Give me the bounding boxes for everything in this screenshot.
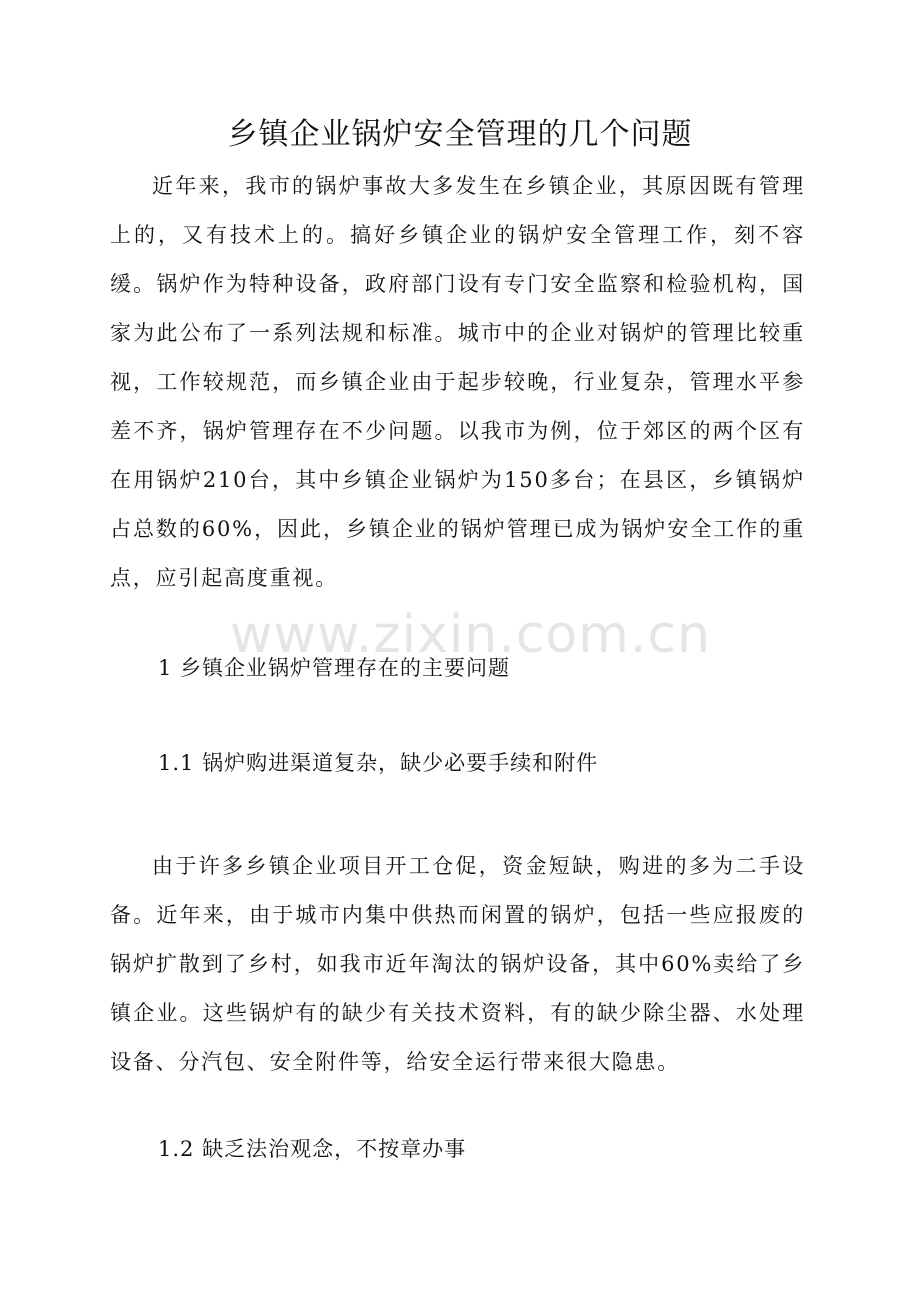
watermark: www.zixin.com.cn xyxy=(230,605,711,665)
subsection-heading-1-1: 1.1 锅炉购进渠道复杂，缺少必要手续和附件 xyxy=(158,751,599,775)
subsection-heading-1-2: 1.2 缺乏法治观念，不按章办事 xyxy=(158,1137,467,1161)
body-paragraph-1-1: 由于许多乡镇企业项目开工仓促，资金短缺，购进的多为二手设备。近年来，由于城市内集中供热而闲置的锅炉，包括一些应报废的锅炉扩散到了乡村，如我市近年淘汰的锅炉设备，其中60%卖给了乡镇企业。这些锅炉有的缺少有关技术资料，有的缺少除尘器、水处理设备、分汽包、安全附件等，给安全运行带来很大隐患。 xyxy=(110,854,805,1074)
section-heading-1: 1 乡镇企业锅炉管理存在的主要问题 xyxy=(158,656,511,680)
document-title: 乡镇企业锅炉安全管理的几个问题 xyxy=(227,117,693,152)
intro-paragraph: 近年来，我市的锅炉事故大多发生在乡镇企业，其原因既有管理上的，又有技术上的。搞好乡镇企业的锅炉安全管理工作，刻不容缓。锅炉作为特种设备，政府部门设有专门安全监察和检验机构，国家为此公布了一系列法规和标准。城市中的企业对锅炉的管理比较重视，工作较规范，而乡镇企业由于起步较晚，行业复杂，管理水平参差不齐，锅炉管理存在不少问题。以我市为例，位于郊区的两个区有在用锅炉210台，其中乡镇企业锅炉为150多台；在县区，乡镇锅炉占总数的60%，因此，乡镇企业的锅炉管理已成为锅炉安全工作的重点，应引起高度重视。 xyxy=(110,174,805,590)
